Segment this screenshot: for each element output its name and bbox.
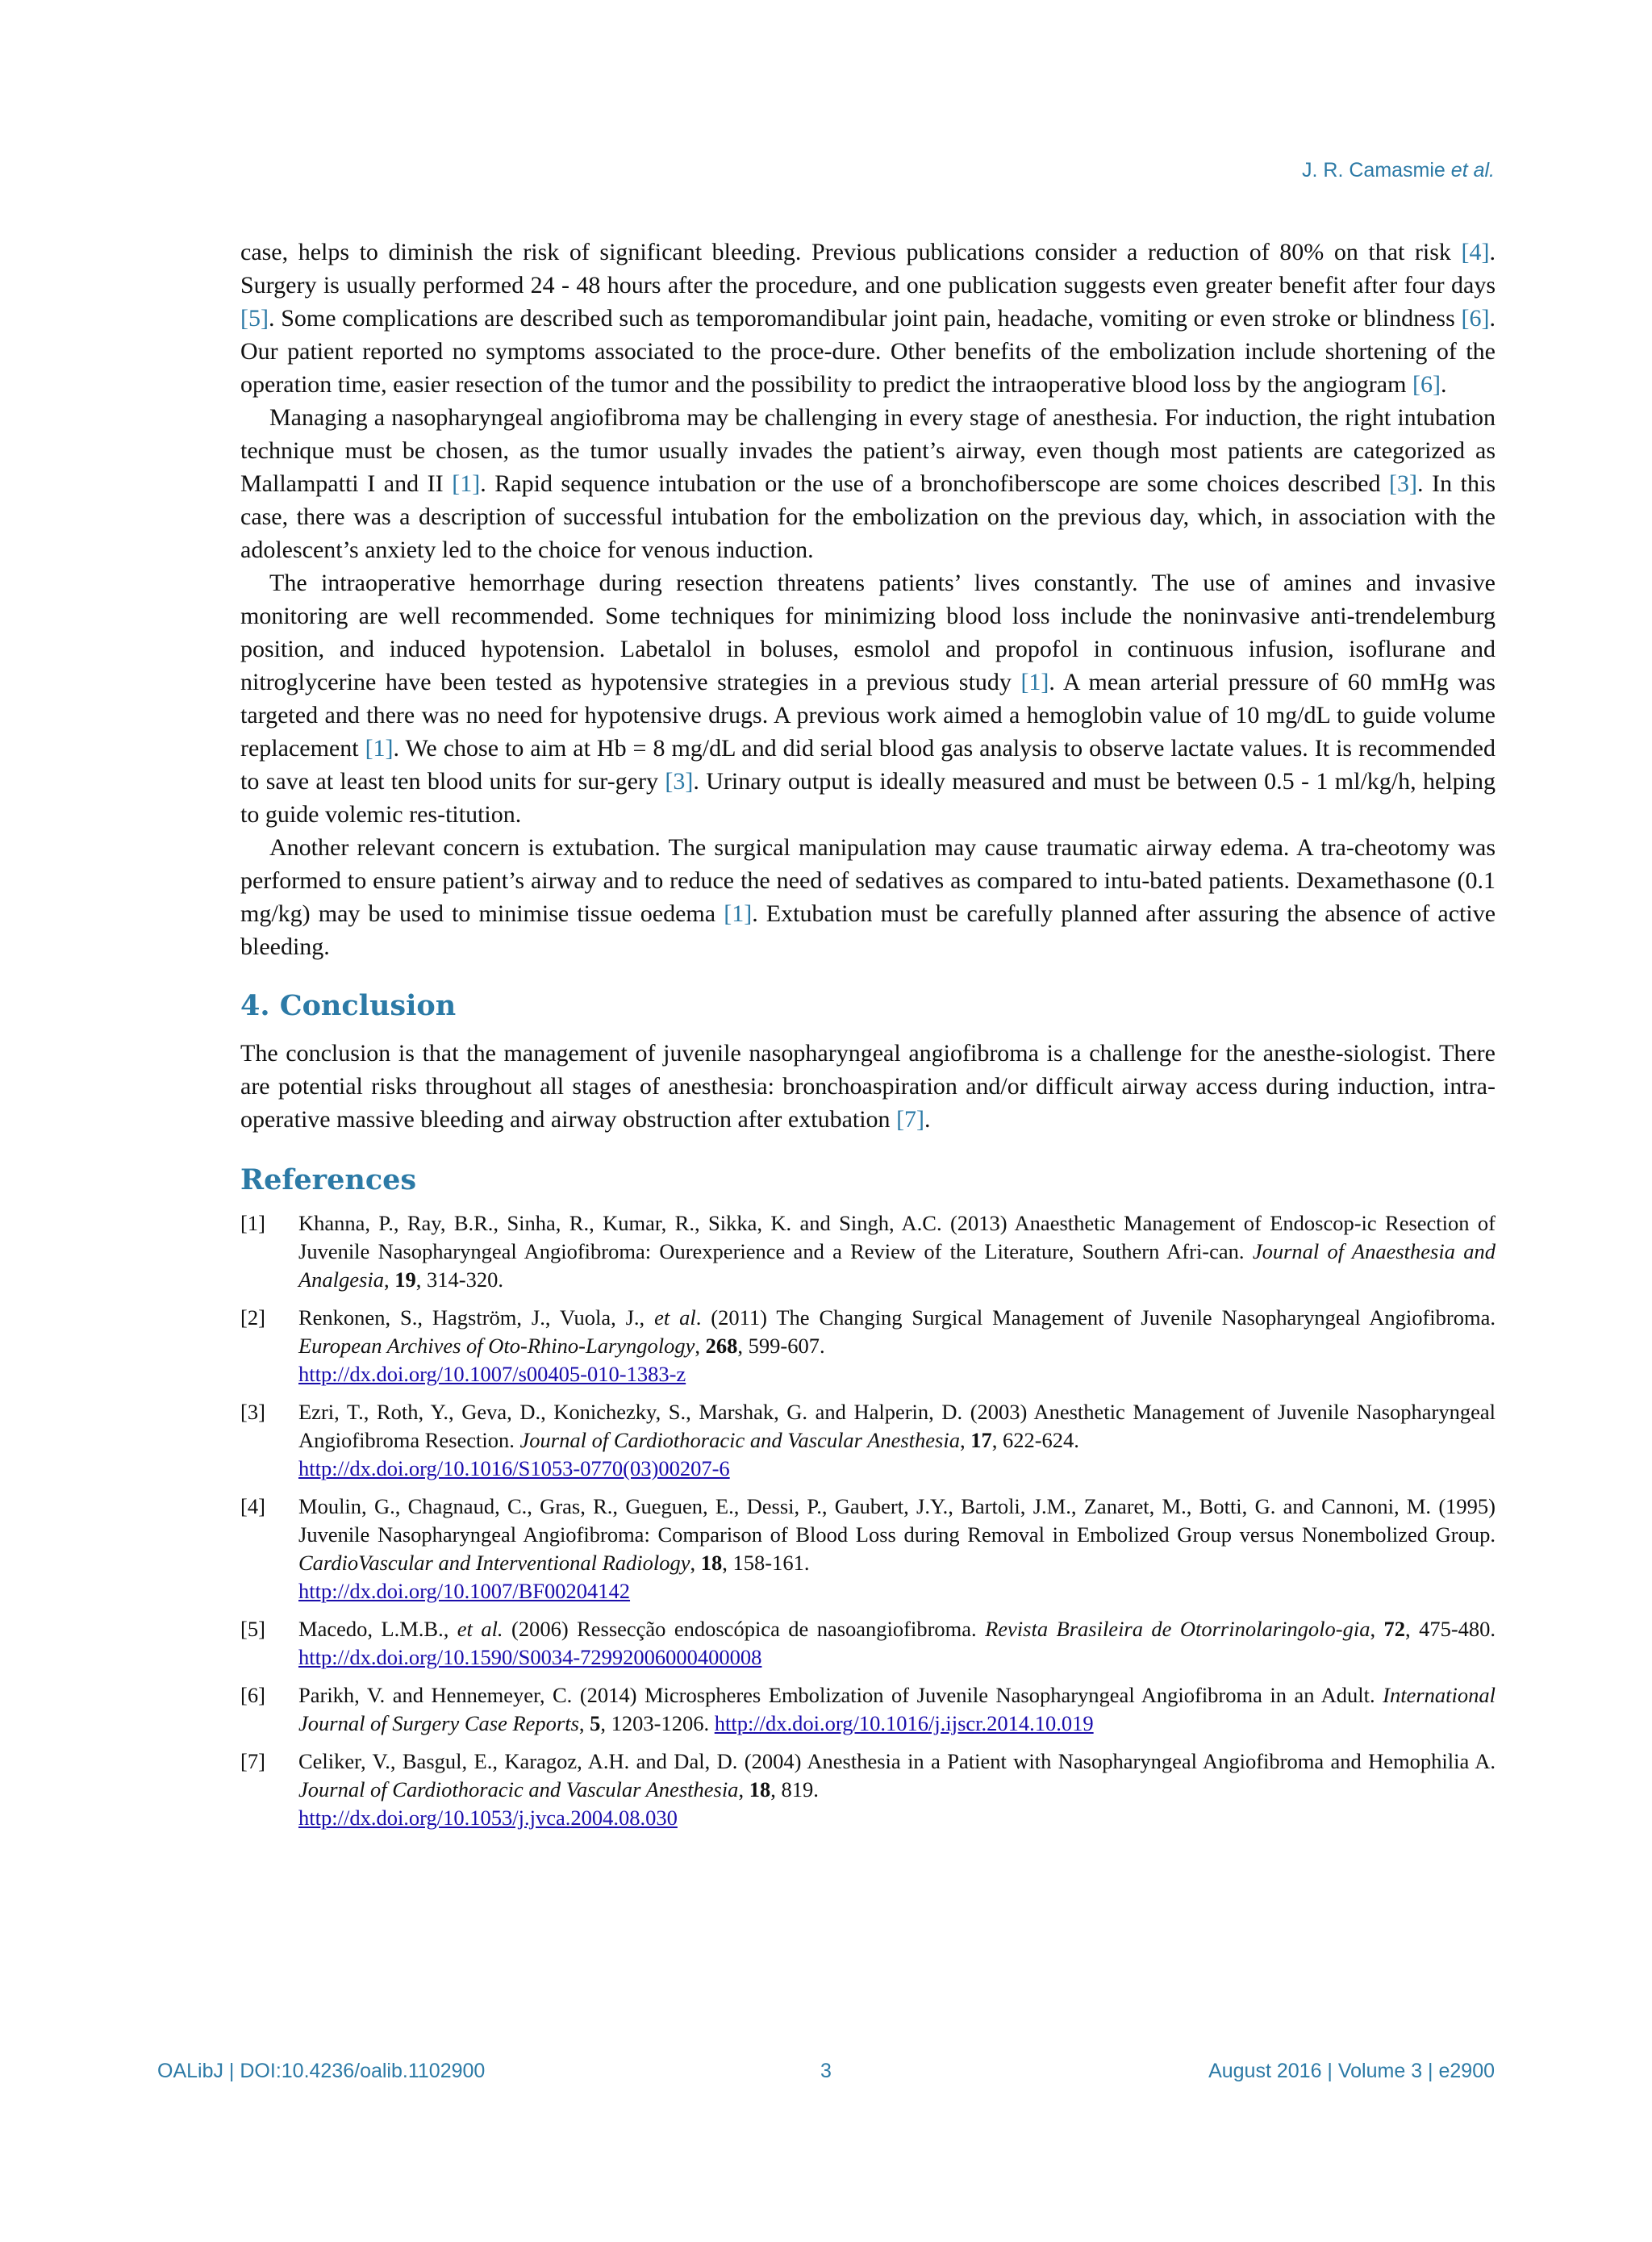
reference-segment: . (2011) The Changing Surgical Management of Juvenile Nasopharyngeal Angiofibroma. xyxy=(695,1305,1496,1330)
citation-link[interactable]: [4] xyxy=(1461,239,1490,265)
paragraph-text: case, helps to diminish the risk of significant bleeding. Previous publications consider a reduction of 80% on that risk xyxy=(240,239,1462,265)
paragraph-text: Managing a nasopharyngeal angiofibroma may be challenging in every stage of anesthesia. For induction, the right intubation technique must be chosen, as the tumor usually invades the patient’s airway, even though most patients are categorized as Mallampatti I and II xyxy=(240,404,1496,497)
reference-text xyxy=(298,1615,1496,1672)
doi-link[interactable]: http://dx.doi.org/10.1016/S1053-0770(03)00207-6 xyxy=(298,1456,730,1480)
citation-link[interactable]: [1] xyxy=(365,735,394,762)
paragraph-text: . A mean arterial pressure of 60 mmHg was targeted and there was no need for hypotensive drugs. A previous work aimed a hemoglobin value of 10 mg/dL to guide volume replacement xyxy=(240,669,1496,762)
reference-item xyxy=(240,1209,1496,1294)
reference-segment: , 158-161. xyxy=(722,1551,810,1575)
reference-segment: , 1203-1206. xyxy=(600,1711,715,1735)
reference-segment: , 599-607. xyxy=(737,1334,825,1358)
reference-segment: , xyxy=(959,1428,971,1452)
reference-number: [6] xyxy=(240,1683,265,1707)
reference-source: International Journal of Surgery Case Reports xyxy=(298,1683,1496,1735)
paragraph-text: The intraoperative hemorrhage during resection threatens patients’ lives constantly. The use of amines and invasive monitoring are well recommended. Some techniques for minimizing blood loss include the noninvasive anti-trendelemburg position, and induced hypotension. Labetalol in boluses, esmolol and propofol in continuous infusion, isoflurane and nitroglycerine have been tested as hypotensive strategies in a previous study xyxy=(240,570,1496,695)
reference-source: et al xyxy=(654,1305,696,1330)
reference-number: [2] xyxy=(240,1305,265,1330)
reference-volume: 18 xyxy=(749,1777,771,1802)
reference-source: European Archives of Oto-Rhino-Laryngology xyxy=(298,1334,695,1358)
paragraph-text: The conclusion is that the management of juvenile nasopharyngeal angiofibroma is a challenge for the anesthe-siologist. There are potential risks throughout all stages of anesthesia: bronchoaspiration and/or difficult airway access during induction, intra-operative massive bleeding and airway obstruction after extubation xyxy=(240,1040,1496,1133)
citation-link[interactable]: [3] xyxy=(1389,470,1418,497)
reference-volume: 5 xyxy=(590,1711,601,1735)
paragraph-text: . xyxy=(924,1106,931,1133)
references-heading: References xyxy=(240,1163,417,1196)
body-paragraph xyxy=(240,401,1496,566)
reference-segment: Khanna, P., Ray, B.R., Sinha, R., Kumar, R., Sikka, K. and Singh, A.C. (2013) Anaesthetic Management of Endoscop-ic Resection of Juvenile Nasopharyngeal Angiofibroma: Ourexperience and a Review of the Literature, Southern Afri-can. xyxy=(298,1211,1496,1263)
reference-segment: Ezri, T., Roth, Y., Geva, D., Konichezky, S., Marshak, G. and Halperin, D. (2003) Anesthetic Management of Juvenile Nasopharyngeal Angiofibroma Resection. xyxy=(298,1400,1496,1452)
reference-text xyxy=(298,1493,1496,1605)
reference-segment: (2006) Ressecção endoscópica de nasoangiofibroma. xyxy=(503,1617,986,1641)
reference-segment: , xyxy=(738,1777,749,1802)
body-paragraph xyxy=(240,566,1496,831)
reference-text xyxy=(298,1398,1496,1483)
reference-segment: , xyxy=(384,1267,395,1292)
doi-link[interactable]: http://dx.doi.org/10.1007/s00405-010-1383-z xyxy=(298,1362,686,1386)
citation-link[interactable]: [7] xyxy=(896,1106,925,1133)
paragraph-text: . Extubation must be carefully planned after assuring the absence of active bleeding. xyxy=(240,900,1496,960)
running-header xyxy=(1302,159,1495,182)
paragraph-text: . Some complications are described such as temporomandibular joint pain, headache, vomiting or even stroke or blindness xyxy=(268,305,1462,332)
reference-text xyxy=(298,1747,1496,1832)
reference-segment: Macedo, L.M.B., xyxy=(298,1617,457,1641)
citation-link[interactable]: [5] xyxy=(240,305,269,332)
paragraph-text: . In this case, there was a description of successful intubation for the embolization on the previous day, which, in association with the adolescent’s anxiety led to the choice for venous induction. xyxy=(240,470,1496,563)
reference-number: [5] xyxy=(240,1617,265,1641)
reference-number: [1] xyxy=(240,1211,265,1235)
reference-volume: 18 xyxy=(700,1551,723,1575)
conclusion-paragraph xyxy=(240,1037,1496,1136)
reference-item xyxy=(240,1398,1496,1483)
reference-item xyxy=(240,1681,1496,1738)
paragraph-text: . We chose to aim at Hb = 8 mg/dL and did serial blood gas analysis to observe lactate values. It is recommended to save at least ten blood units for sur-gery xyxy=(240,735,1496,795)
citation-link[interactable]: [1] xyxy=(452,470,481,497)
reference-segment: Renkonen, S., Hagström, J., Vuola, J., xyxy=(298,1305,655,1330)
reference-volume: 268 xyxy=(705,1334,738,1358)
reference-segment: Parikh, V. and Hennemeyer, C. (2014) Microspheres Embolization of Juvenile Nasopharyngeal Angiofibroma in an Adult. xyxy=(298,1683,1383,1707)
citation-link[interactable]: [3] xyxy=(665,768,694,795)
paragraph-text: . Our patient reported no symptoms associated to the proce-dure. Other benefits of the embolization include shortening of the operation time, easier resection of the tumor and the possibility to predict the intraoperative blood loss by the angiogram xyxy=(240,305,1496,398)
citation-link[interactable]: [6] xyxy=(1412,371,1441,398)
reference-segment: , 314-320. xyxy=(415,1267,503,1292)
reference-segment: , xyxy=(578,1711,590,1735)
reference-volume: 17 xyxy=(970,1428,992,1452)
reference-volume: 19 xyxy=(394,1267,416,1292)
reference-source: CardioVascular and Interventional Radiology xyxy=(298,1551,690,1575)
paragraph-text: . Urinary output is ideally measured and must be between 0.5 - 1 ml/kg/h, helping to guide volemic res-titution. xyxy=(240,768,1496,828)
reference-text xyxy=(298,1304,1496,1388)
reference-segment: , 622-624. xyxy=(991,1428,1079,1452)
reference-source: Journal of Cardiothoracic and Vascular Anesthesia xyxy=(519,1428,960,1452)
reference-item xyxy=(240,1615,1496,1672)
citation-link[interactable]: [1] xyxy=(1020,669,1049,695)
reference-segment: Moulin, G., Chagnaud, C., Gras, R., Gueguen, E., Dessi, P., Gaubert, J.Y., Bartoli, J.M., Zanaret, M., Botti, G. and Cannoni, M. (1995) Juvenile Nasopharyngeal Angiofibroma: Comparison of Blood Loss during Removal in Embolized Group versus Nonembolized Group. xyxy=(298,1494,1496,1547)
paragraph-text: . xyxy=(1440,371,1447,398)
doi-link[interactable]: http://dx.doi.org/10.1053/j.jvca.2004.08.030 xyxy=(298,1806,678,1830)
reference-segment: , 819. xyxy=(770,1777,819,1802)
conclusion-heading: 4. Conclusion xyxy=(240,989,457,1022)
header-authors: J. R. Camasmie xyxy=(1302,159,1446,182)
reference-text xyxy=(298,1681,1496,1738)
reference-source: Journal of Anaesthesia and Analgesia xyxy=(298,1239,1496,1292)
reference-item xyxy=(240,1493,1496,1605)
citation-link[interactable]: [1] xyxy=(724,900,753,927)
footer-issue: August 2016 | Volume 3 | e2900 xyxy=(1208,2060,1495,2082)
reference-segment: , 475-480. xyxy=(1405,1617,1496,1641)
doi-link[interactable]: http://dx.doi.org/10.1016/j.ijscr.2014.10.019 xyxy=(714,1711,1094,1735)
reference-source: Journal of Cardiothoracic and Vascular Anesthesia xyxy=(298,1777,739,1802)
reference-volume: 72 xyxy=(1383,1617,1406,1641)
paragraph-text: . Rapid sequence intubation or the use of a bronchofiberscope are some choices described xyxy=(480,470,1390,497)
reference-segment: Celiker, V., Basgul, E., Karagoz, A.H. and Dal, D. (2004) Anesthesia in a Patient with Nasopharyngeal Angiofibroma and Hemophilia A. xyxy=(298,1749,1496,1773)
reference-number: [4] xyxy=(240,1494,265,1518)
reference-segment: , xyxy=(690,1551,701,1575)
reference-segment: , xyxy=(695,1334,706,1358)
footer-journal: OALibJ | DOI:10.4236/oalib.1102900 xyxy=(157,2060,486,2082)
header-etal: et al. xyxy=(1450,159,1495,182)
body-paragraph xyxy=(240,831,1496,963)
reference-source: Revista Brasileira de Otorrinolaringolo-gia xyxy=(985,1617,1370,1641)
reference-text xyxy=(298,1209,1496,1294)
doi-link[interactable]: http://dx.doi.org/10.1590/S0034-72992006000400008 xyxy=(298,1645,762,1669)
body-paragraph xyxy=(240,236,1496,401)
reference-number: [7] xyxy=(240,1749,265,1773)
paragraph-text: Another relevant concern is extubation. The surgical manipulation may cause traumatic airway edema. A tra-cheotomy was performed to ensure patient’s airway and to reduce the need of sedatives as compared to intu-bated patients. Dexamethasone (0.1 mg/kg) may be used to minimise tissue oedema xyxy=(240,834,1496,927)
reference-list xyxy=(240,1209,1496,1832)
page-content xyxy=(240,236,1496,1842)
citation-link[interactable]: [6] xyxy=(1461,305,1490,332)
reference-number: [3] xyxy=(240,1400,265,1424)
paragraph-text: . Surgery is usually performed 24 - 48 hours after the procedure, and one publication suggests even greater benefit after four days xyxy=(240,239,1496,299)
page-footer xyxy=(157,2060,1495,2084)
reference-item xyxy=(240,1747,1496,1832)
reference-item xyxy=(240,1304,1496,1388)
page-number: 3 xyxy=(820,2060,832,2082)
doi-link[interactable]: http://dx.doi.org/10.1007/BF00204142 xyxy=(298,1579,631,1603)
reference-segment: , xyxy=(1370,1617,1384,1641)
reference-source: et al. xyxy=(457,1617,503,1641)
